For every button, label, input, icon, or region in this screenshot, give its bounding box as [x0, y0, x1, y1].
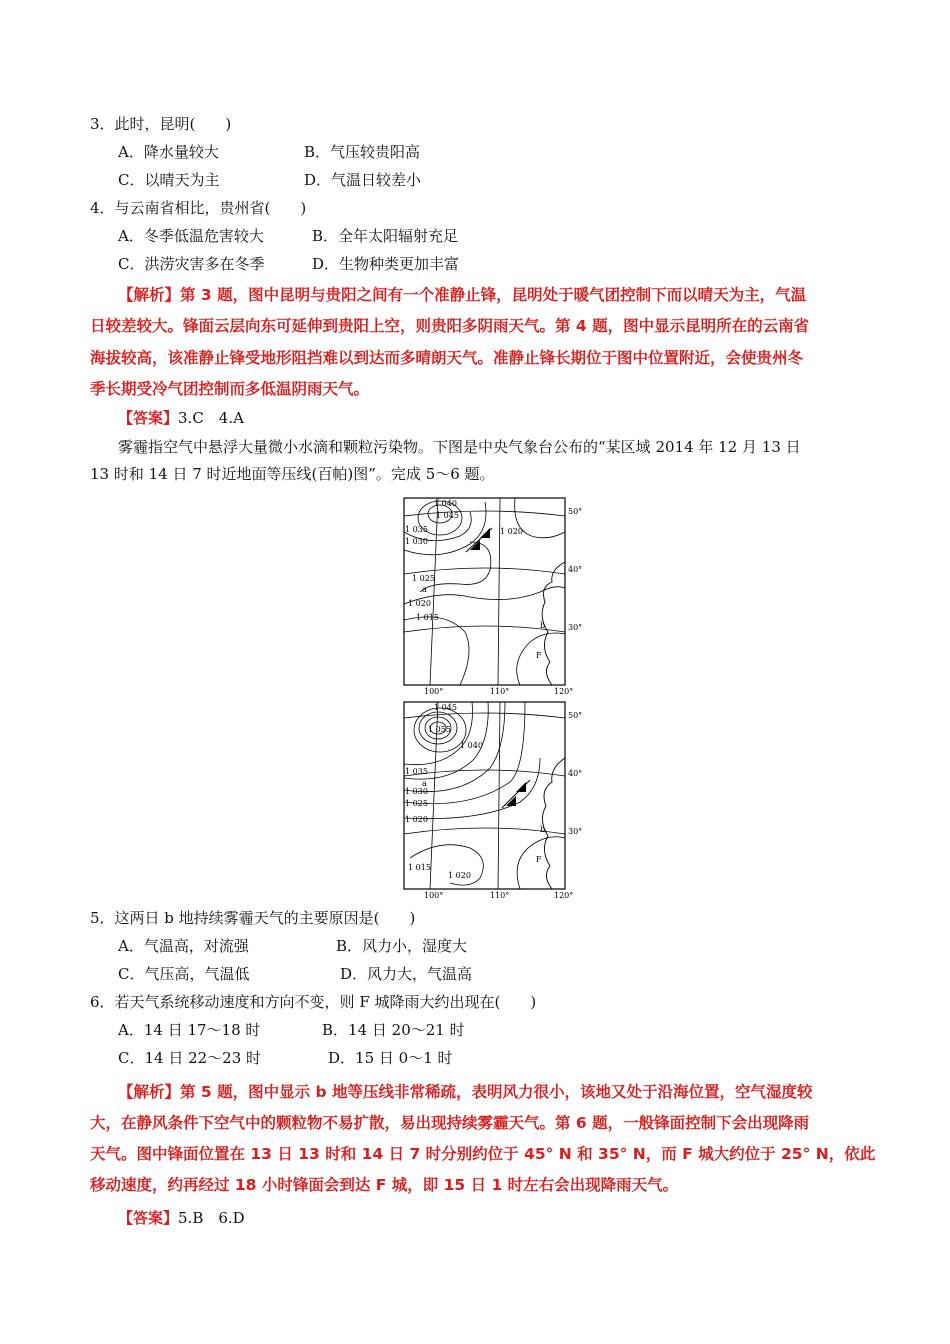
map2-lat-label: 40°: [568, 769, 583, 778]
q3-stem: 3．此时，昆明( ): [90, 115, 232, 133]
q4-option-a: A．冬季低温危害较大: [118, 227, 264, 245]
intro-line2: 13 时和 14 日 7 时近地面等压线(百帕)图”。完成 5～6 题。: [90, 465, 495, 483]
q5-option-c: C．气压高，气温低: [118, 965, 250, 983]
q5-stem: 5．这两日 b 地持续雾霾天气的主要原因是( ): [90, 909, 416, 927]
map1-isobar-label: 1 020: [408, 599, 431, 608]
analysis2-line4: 移动速度，约再经过 18 小时锋面会到达 F 城，即 15 日 1 时左右会出现降雨天气。: [90, 1176, 679, 1194]
map2-lat-label: 50°: [568, 711, 583, 720]
map1-point-b: b: [540, 621, 546, 630]
q5-option-d: D．风力大，气温高: [340, 965, 473, 983]
map1-isobar-label: 1 035: [405, 525, 428, 534]
map2-isobar-label: 1 055: [428, 725, 451, 734]
analysis1-line1: 【解析】第 3 题，图中昆明与贵阳之间有一个准静止锋，昆明处于暖气团控制下而以晴天为主，气温: [118, 286, 807, 304]
q6-option-c: C．14 日 22～23 时: [118, 1049, 262, 1067]
q4-stem: 4．与云南省相比，贵州省( ): [90, 199, 307, 217]
map2-isobar-label: 1 040: [460, 741, 483, 750]
map1-lat-label: 30°: [568, 623, 583, 632]
map1-lat-label: 50°: [568, 507, 583, 516]
answer2-text: 5.B 6.D: [178, 1209, 245, 1227]
q6-option-b: B．14 日 20～21 时: [322, 1021, 465, 1039]
answer1-tag: 【答案】: [118, 409, 179, 427]
intro-line1: 雾霾指空气中悬浮大量微小水滴和颗粒污染物。下图是中央气象台公布的“某区域 2014 年 12 月 13 日: [118, 438, 801, 456]
map2-isobar-label: 1 030: [405, 787, 428, 796]
answer1-text: 3.C 4.A: [178, 409, 244, 427]
map1-isobar-label: 1 015: [416, 613, 439, 622]
map1-lon-label: 120°: [554, 687, 574, 696]
analysis1-line2: 日较差较大。锋面云层向东可延伸到贵阳上空，则贵阳多阴雨天气。第 4 题，图中显示昆明所在的云南省: [90, 317, 810, 335]
map2-isobar-label: 1 020: [405, 815, 428, 824]
q4-option-d: D．生物种类更加丰富: [312, 255, 460, 273]
map2-lon-label: 110°: [490, 891, 510, 900]
isobar-map-14th: [400, 698, 583, 903]
analysis2-line1: 【解析】第 5 题，图中显示 b 地等压线非常稀疏，表明风力很小，该地又处于沿海位置，空气湿度较: [118, 1083, 813, 1101]
map2-lon-label: 100°: [424, 891, 444, 900]
map1-isobar-label: 1 040: [434, 499, 457, 508]
map1-point-a: a: [422, 585, 427, 594]
analysis1-line3: 海拔较高，该准静止锋受地形阻挡难以到达而多晴朗天气。准静止锋长期位于图中位置附近，会使贵州冬: [90, 349, 804, 367]
map2-isobar-label: 1 035: [405, 767, 428, 776]
map2-isobar-label: 1 015: [408, 863, 431, 872]
q4-option-b: B．全年太阳辐射充足: [312, 227, 459, 245]
analysis2-line3: 天气。图中锋面位置在 13 日 13 时和 14 日 7 时分别约位于 45° N 和 35° N，而 F 城大约位于 25° N，依此: [90, 1145, 876, 1163]
map2-point-a: a: [422, 779, 427, 788]
map2-isobar-label: 1 020: [448, 871, 471, 880]
map1-isobar-label: 1 030: [405, 537, 428, 546]
q6-option-d: D．15 日 0～1 时: [328, 1049, 453, 1067]
map1-point-f: F: [536, 651, 542, 660]
map1-isobar-label: 1 020: [500, 527, 523, 536]
map2-point-f: F: [536, 855, 542, 864]
answer1: [118, 408, 244, 428]
q3-option-d: D．气温日较差小: [304, 171, 422, 189]
map1-isobar-label: 1 045: [436, 511, 459, 520]
answer2-tag: 【答案】: [118, 1209, 179, 1227]
analysis1-tag: 【解析】: [118, 286, 181, 304]
analysis2-tag: 【解析】: [118, 1083, 181, 1101]
map1-isobar-label: 1 025: [412, 574, 435, 583]
q3-option-a: A．降水量较大: [118, 143, 219, 161]
q6-stem: 6．若天气系统移动速度和方向不变，则 F 城降雨大约出现在( ): [90, 993, 537, 1011]
map2-lat-label: 30°: [568, 827, 583, 836]
map1-lon-label: 110°: [490, 687, 510, 696]
q6-option-a: A．14 日 17～18 时: [118, 1021, 261, 1039]
answer2: [118, 1208, 245, 1228]
analysis1-line4: 季长期受冷气团控制而多低温阴雨天气。: [90, 380, 370, 398]
q5-option-a: A．气温高，对流强: [118, 937, 249, 955]
map2-isobar-label: 1 045: [434, 703, 457, 712]
q4-option-c: C．洪涝灾害多在冬季: [118, 255, 265, 273]
map2-point-b: b: [540, 825, 546, 834]
map2-isobar-label: 1 025: [405, 799, 428, 808]
isobar-map-13th: [400, 492, 583, 697]
map1-lon-label: 100°: [424, 687, 444, 696]
map2-lon-label: 120°: [554, 891, 574, 900]
q3-option-c: C．以晴天为主: [118, 171, 220, 189]
q5-option-b: B．风力小，湿度大: [336, 937, 468, 955]
analysis2-line2: 大，在静风条件下空气中的颗粒物不易扩散，易出现持续雾霾天气。第 6 题，一般锋面控制下会出现降雨: [90, 1114, 810, 1132]
map1-lat-label: 40°: [568, 565, 583, 574]
q3-option-b: B．气压较贵阳高: [304, 143, 421, 161]
